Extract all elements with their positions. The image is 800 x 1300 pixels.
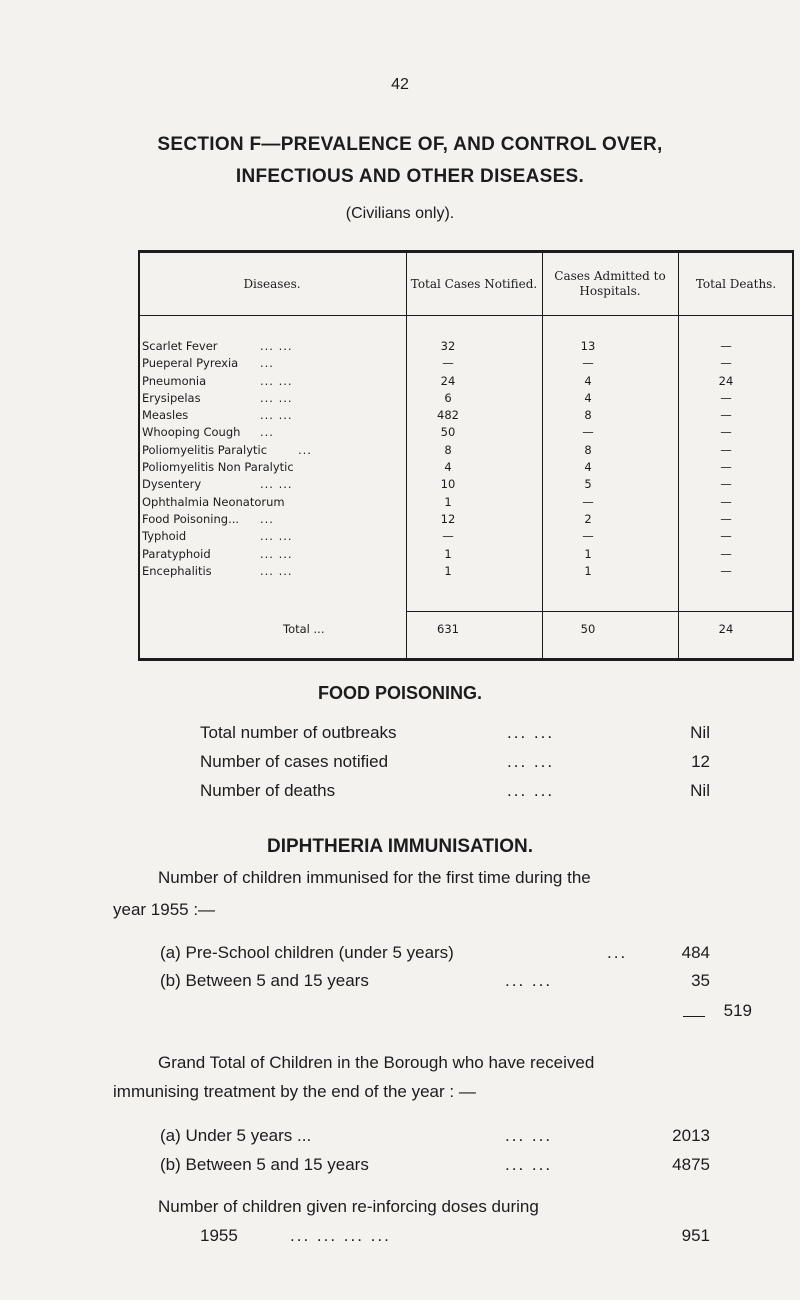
leader-dots: ... ... <box>260 546 293 561</box>
cases-notified: 50 <box>440 425 456 440</box>
leader-dots: ... <box>260 356 274 371</box>
table-row <box>138 391 794 408</box>
first-time-b-value: 35 <box>691 971 710 990</box>
cases-admitted: — <box>582 356 594 371</box>
disease-name: Paratyphoid <box>142 546 211 561</box>
table-row <box>138 443 794 460</box>
leader-dots: ... ... <box>507 781 555 800</box>
leader-dots: ... ... <box>260 373 293 388</box>
food-outbreaks-value: Nil <box>690 723 710 742</box>
header-deaths: Total Deaths. <box>695 276 777 291</box>
disease-name: Poliomyelitis Non Paralytic <box>142 460 294 475</box>
cases-admitted: 4 <box>584 390 592 405</box>
table-row <box>138 495 794 512</box>
deaths: — <box>720 339 732 353</box>
cases-notified: 10 <box>440 477 456 492</box>
deaths: 24 <box>718 373 734 388</box>
food-deaths-value: Nil <box>690 781 710 800</box>
leader-dots: ... <box>298 442 312 457</box>
total-admitted: 50 <box>580 622 596 636</box>
food-outbreaks-label: Total number of outbreaks <box>200 723 397 742</box>
table-row <box>138 339 794 356</box>
deaths: — <box>720 494 732 509</box>
disease-name: Measles <box>142 408 189 423</box>
total-row <box>138 622 794 644</box>
grand-total-line-1: Grand Total of Children in the Borough who have received <box>158 1053 595 1072</box>
grand-a-label: (a) Under 5 years ... <box>160 1126 312 1145</box>
leader-dots: ... ... <box>507 723 555 742</box>
leader-dots: ... <box>607 943 628 962</box>
subtitle: (Civilians only). <box>345 205 455 222</box>
header-divider <box>138 315 794 316</box>
diseases-table <box>138 250 794 661</box>
reinforcing-year: 1955 <box>200 1226 238 1245</box>
cases-notified: 1 <box>444 546 452 561</box>
cases-admitted: 8 <box>584 442 592 457</box>
grand-b-label: (b) Between 5 and 15 years <box>160 1155 369 1174</box>
reinforcing-line-1: Number of children given re-inforcing doses during <box>158 1197 539 1216</box>
table-row <box>138 460 794 477</box>
leader-dots: ... ... <box>260 339 293 353</box>
cases-admitted: 5 <box>584 477 592 492</box>
header-diseases: Diseases. <box>243 276 301 291</box>
table-bottom-border <box>138 658 794 661</box>
cases-notified: 6 <box>444 390 452 405</box>
diphtheria-intro-line-1: Number of children immunised for the first time during the <box>158 868 591 887</box>
total-notified: 631 <box>437 622 459 636</box>
deaths: — <box>720 425 732 440</box>
diphtheria-intro-line-2: year 1955 :— <box>113 900 216 919</box>
table-row <box>138 408 794 425</box>
leader-dots: ... ... <box>260 563 293 578</box>
cases-admitted: 13 <box>580 339 596 353</box>
deaths: — <box>720 529 732 544</box>
total-divider <box>406 611 794 612</box>
disease-name: Dysentery <box>142 477 202 492</box>
leader-dots: ... <box>260 511 274 526</box>
table-row <box>138 477 794 494</box>
food-deaths-label: Number of deaths <box>200 781 336 800</box>
total-deaths: 24 <box>718 622 734 636</box>
cases-admitted: 4 <box>584 373 592 388</box>
disease-name: Poliomyelitis Paralytic <box>142 442 268 457</box>
leader-dots: ... ... <box>260 477 293 492</box>
deaths: — <box>720 477 732 492</box>
cases-admitted: 1 <box>584 546 592 561</box>
diphtheria-title: DIPHTHERIA IMMUNISATION. <box>267 836 533 857</box>
cases-notified: 12 <box>440 511 456 526</box>
disease-name: Food Poisoning... <box>142 511 240 526</box>
table-row <box>138 547 794 564</box>
first-time-a-value: 484 <box>681 943 710 962</box>
first-time-total: 519 <box>723 1001 752 1020</box>
food-cases-label: Number of cases notified <box>200 752 389 771</box>
cases-notified: 1 <box>444 494 452 509</box>
cases-notified: 482 <box>437 408 459 423</box>
leader-dots: ... ... <box>505 971 553 990</box>
table-row <box>138 356 794 373</box>
first-time-a-label: (a) Pre-School children (under 5 years) <box>160 943 454 962</box>
disease-name: Encephalitis <box>142 563 212 578</box>
reinforcing-value: 951 <box>681 1226 710 1245</box>
first-time-b-label: (b) Between 5 and 15 years <box>160 971 369 990</box>
page-number: 42 <box>391 76 409 93</box>
table-row <box>138 564 794 581</box>
deaths: — <box>720 408 732 423</box>
cases-notified: 4 <box>444 460 452 475</box>
cases-admitted: 1 <box>584 563 592 578</box>
cases-notified: 8 <box>444 442 452 457</box>
cases-notified: 24 <box>440 373 456 388</box>
disease-name: Erysipelas <box>142 390 201 405</box>
leader-dots: ... ... <box>505 1155 553 1174</box>
table-body <box>138 339 794 581</box>
disease-name: Whooping Cough <box>142 425 241 440</box>
deaths: — <box>720 460 732 475</box>
header-admitted: Cases Admitted to Hospitals. <box>554 269 666 298</box>
leader-dots: ... ... ... ... <box>290 1226 391 1245</box>
total-label: Total ... <box>283 622 325 636</box>
section-title-line-2: INFECTIOUS AND OTHER DISEASES. <box>235 166 585 187</box>
disease-name: Ophthalmia Neonatorum <box>142 494 285 509</box>
leader-dots: ... ... <box>260 390 293 405</box>
cases-notified: 1 <box>444 563 452 578</box>
table-row <box>138 425 794 442</box>
grand-b-value: 4875 <box>672 1155 710 1174</box>
cases-admitted: — <box>582 425 594 440</box>
disease-name: Pneumonia <box>142 373 207 388</box>
cases-admitted: 8 <box>584 408 592 423</box>
leader-dots: ... ... <box>260 408 293 423</box>
grand-total-line-2: immunising treatment by the end of the year : — <box>113 1082 476 1101</box>
leader-dots: ... <box>260 425 274 440</box>
table-row <box>138 374 794 391</box>
deaths: — <box>720 511 732 526</box>
food-poisoning-title: FOOD POISONING. <box>317 683 482 703</box>
leader-dots: ... ... <box>505 1126 553 1145</box>
cases-notified: 32 <box>440 339 456 353</box>
disease-name: Pueperal Pyrexia <box>142 356 239 371</box>
cases-notified: — <box>442 529 454 544</box>
table-top-border <box>138 250 794 253</box>
header-total-cases: Total Cases Notified. <box>410 276 538 291</box>
cases-admitted: 4 <box>584 460 592 475</box>
leader-dots: ... ... <box>507 752 555 771</box>
disease-name: Typhoid <box>142 529 187 544</box>
deaths: — <box>720 356 732 371</box>
table-row <box>138 512 794 529</box>
section-title-line-1: SECTION F—PREVALENCE OF, AND CONTROL OVER, <box>157 134 663 155</box>
table-row <box>138 529 794 546</box>
grand-a-value: 2013 <box>672 1126 710 1145</box>
cases-admitted: 2 <box>584 511 592 526</box>
cases-notified: — <box>442 356 454 371</box>
cases-admitted: — <box>582 529 594 544</box>
deaths: — <box>720 390 732 405</box>
disease-name: Scarlet Fever <box>142 339 218 353</box>
deaths: — <box>720 563 732 578</box>
food-cases-value: 12 <box>691 752 710 771</box>
deaths: — <box>720 546 732 561</box>
cases-admitted: — <box>582 494 594 509</box>
leader-dots: ... ... <box>260 529 293 544</box>
deaths: — <box>720 442 732 457</box>
